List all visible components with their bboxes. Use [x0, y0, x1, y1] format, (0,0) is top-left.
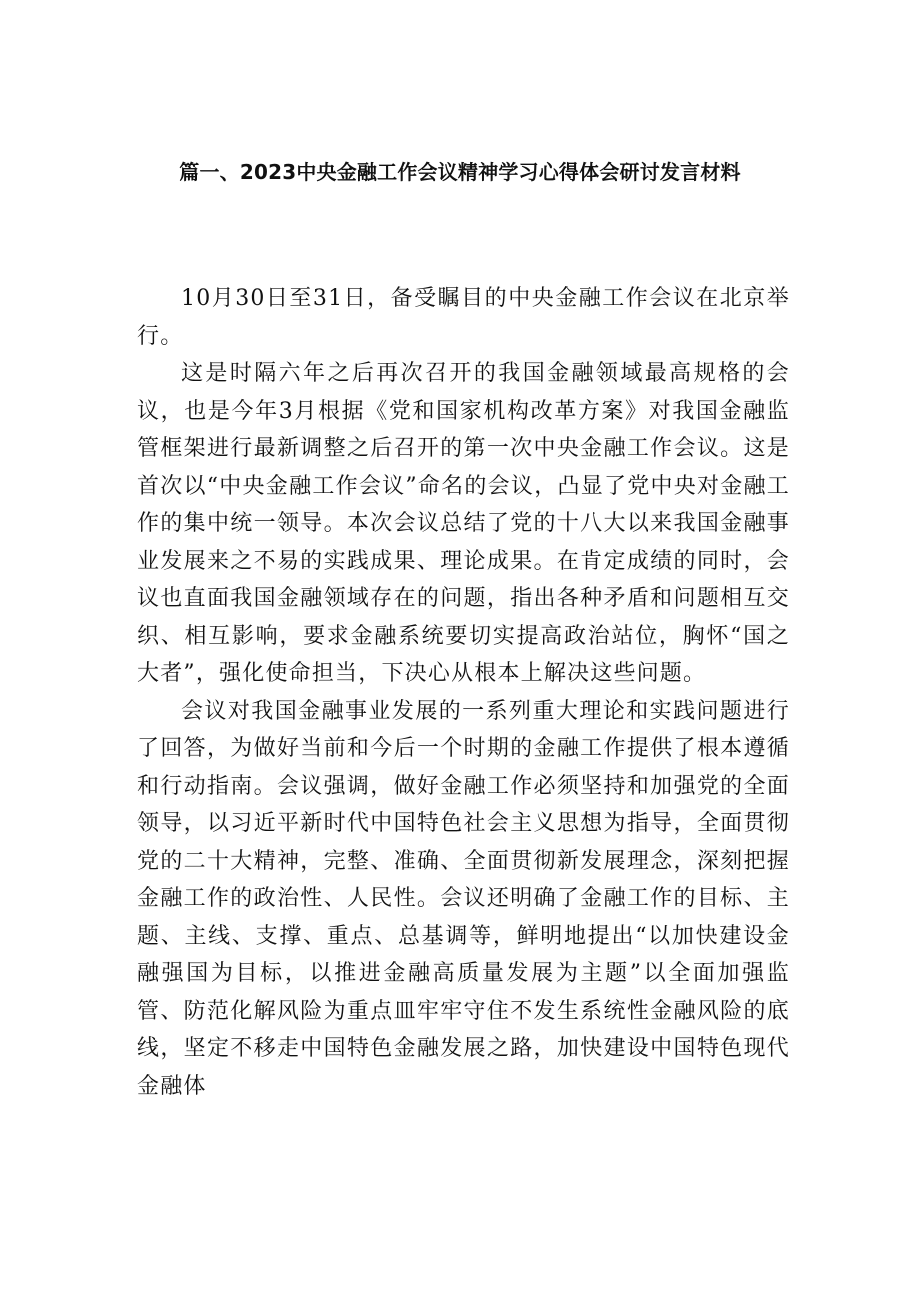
- paragraph-1: 10月30日至31日，备受瞩目的中央金融工作会议在北京举行。: [137, 286, 790, 349]
- paragraph-2: 这是时隔六年之后再次召开的我国金融领域最高规格的会议，也是今年3月根据《党和国家机构改革方案》对我国金融监管框架进行最新调整之后召开的第一次中央金融工作会议。这是首次以“中央金融工作会议”命名的会议，凸显了党中央对金融工作的集中统一领导。本次会议总结了党的十八大以来我国金融事业发展来之不易的实践成果、理论成果。在肯定成绩的同时，会议也直面我国金融领域存在的问题，指出各种矛盾和问题相互交织、相互影响，要求金融系统要切实提高政治站位，胸怀“国之大者”，强化使命担当，下决心从根本上解决这些问题。: [137, 361, 790, 686]
- paragraph-3: 会议对我国金融事业发展的一系列重大理论和实践问题进行了回答，为做好当前和今后一个时期的金融工作提供了根本遵循和行动指南。会议强调，做好金融工作必须坚持和加强党的全面领导，以习近平新时代中国特色社会主义思想为指导，全面贯彻党的二十大精神，完整、准确、全面贯彻新发展理念，深刻把握金融工作的政治性、人民性。会议还明确了金融工作的目标、主题、主线、支撑、重点、总基调等，鲜明地提出“以加快建设金融强国为目标，以推进金融高质量发展为主题”以全面加强监管、防范化解风险为重点皿牢牢守住不发生系统性金融风险的底线，坚定不移走中国特色金融发展之路，加快建设中国特色现代金融体: [137, 698, 790, 1099]
- document-body: [137, 280, 790, 1105]
- document-title: 篇一、2023中央金融工作会议精神学习心得体会研讨发言材料: [179, 160, 741, 184]
